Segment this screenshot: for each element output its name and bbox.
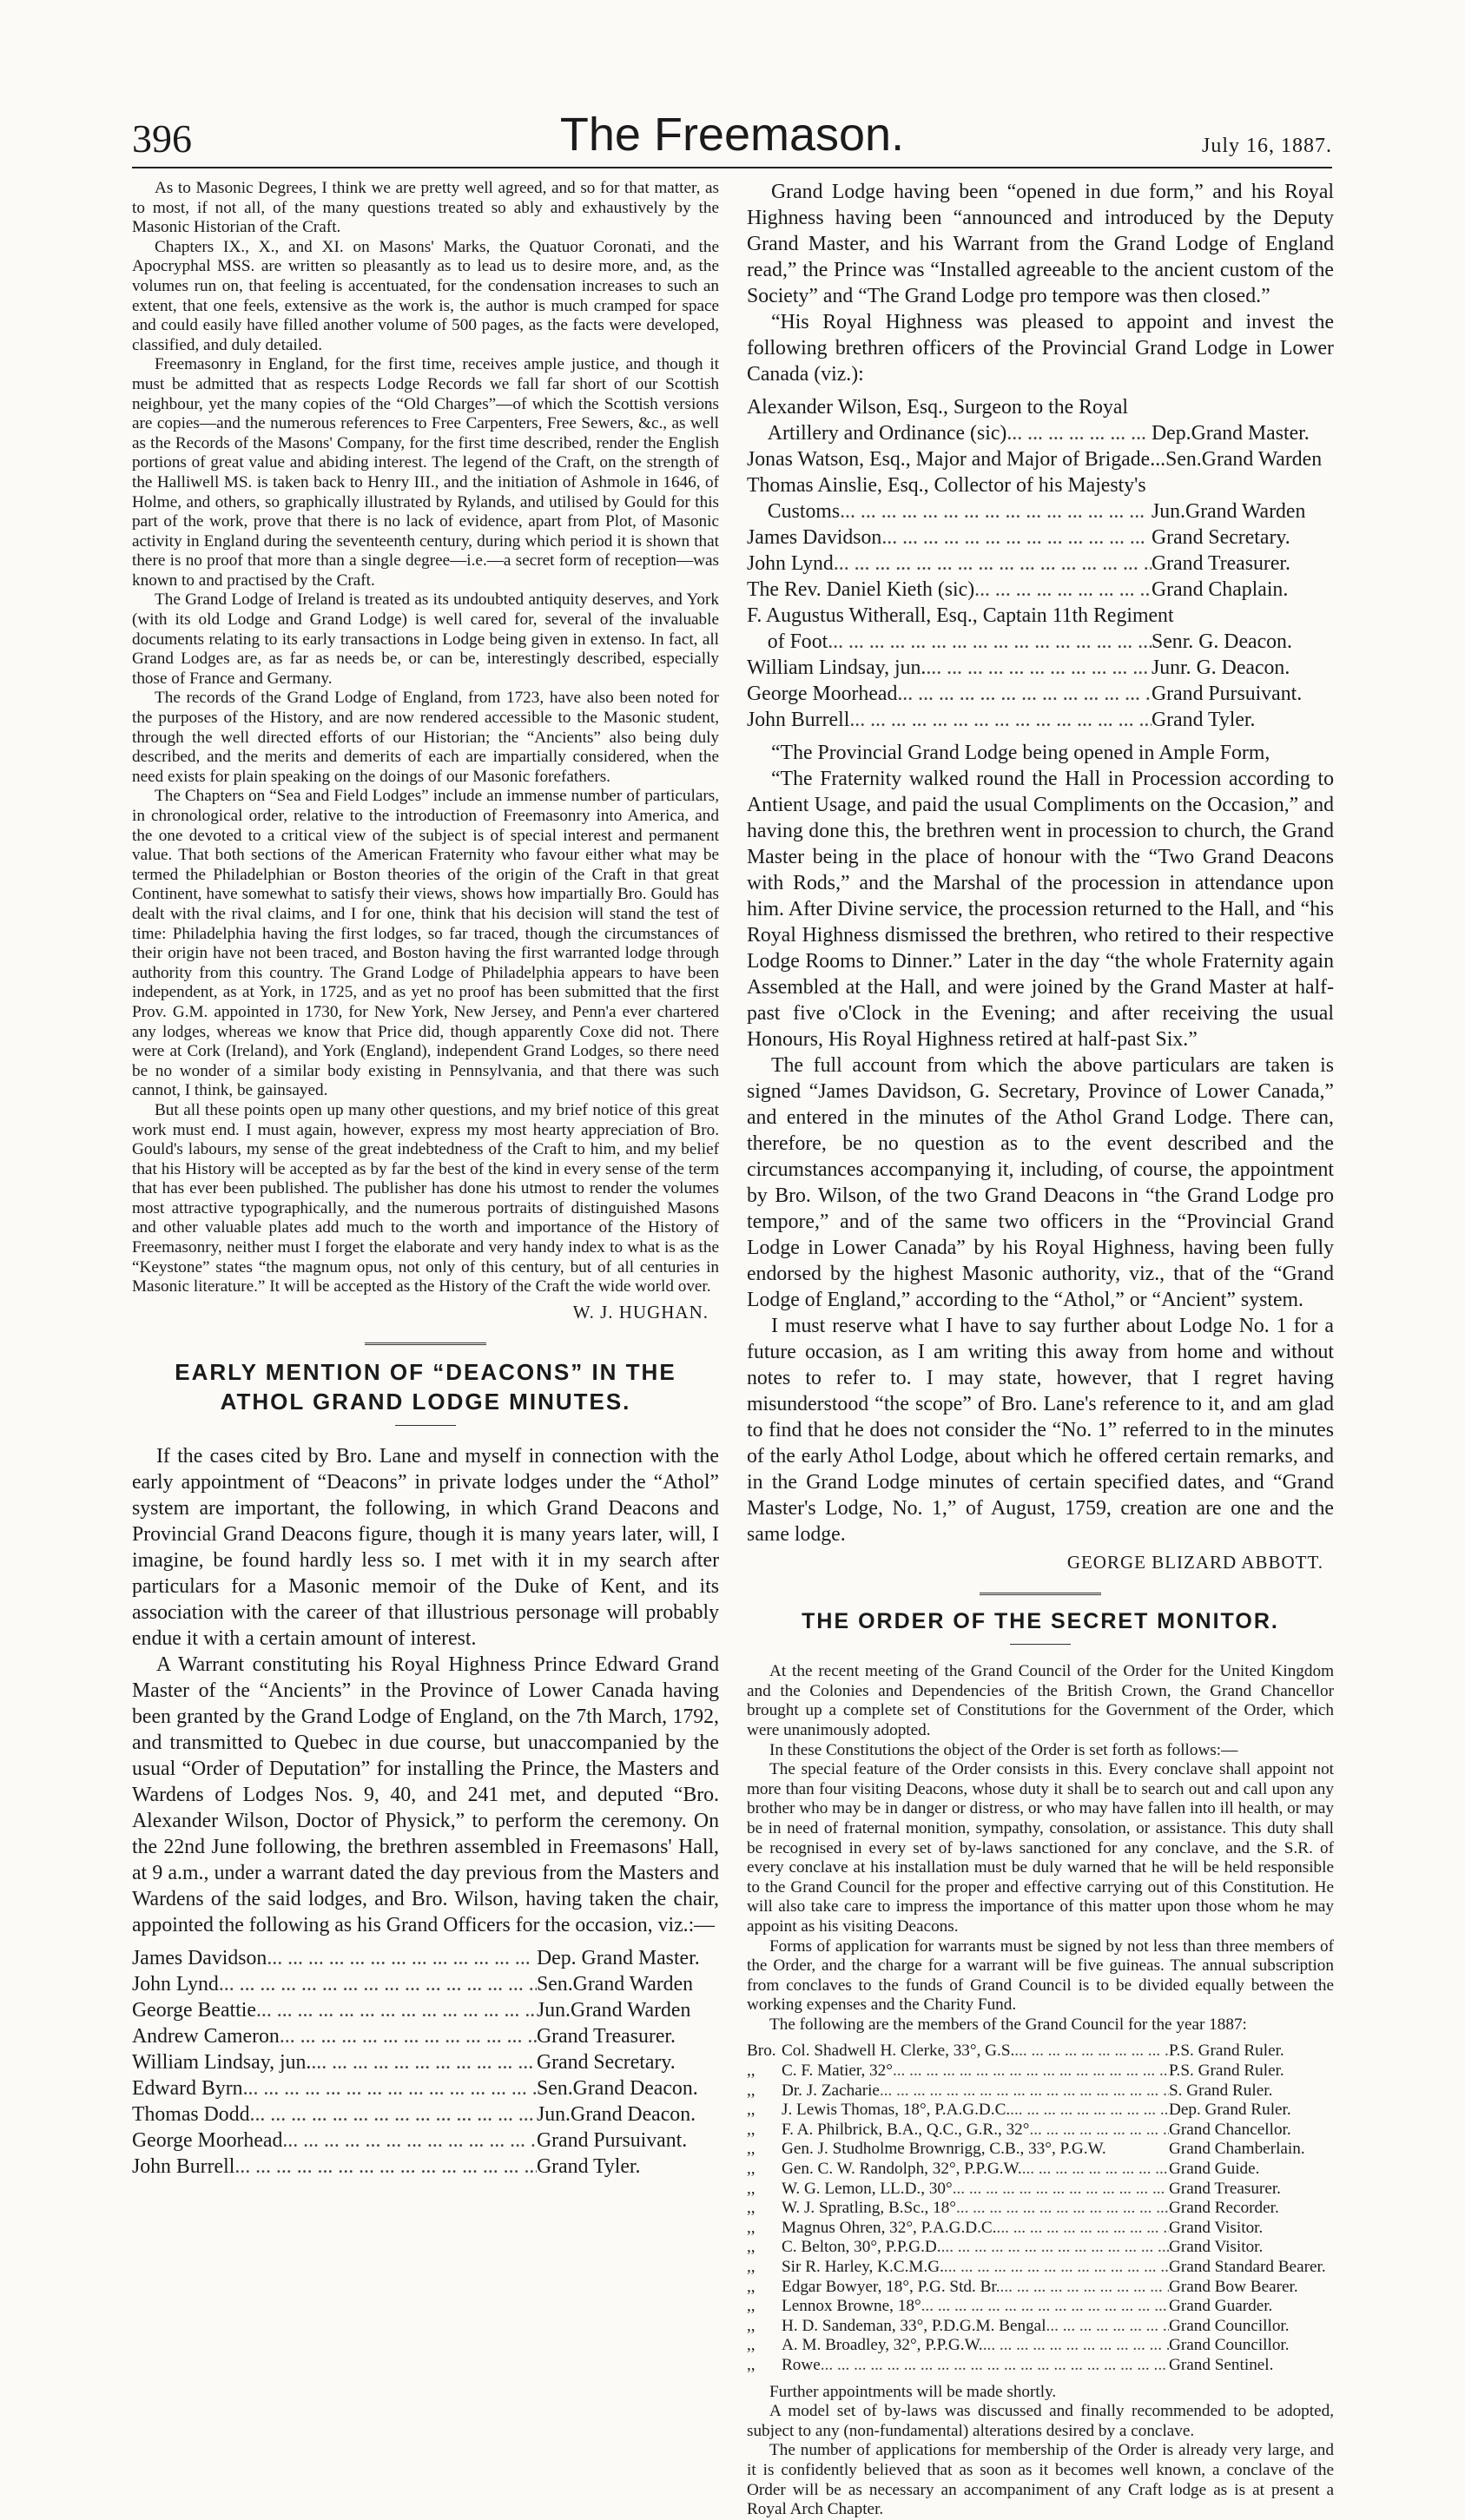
list-item: ,, Gen. J. Studholme Brownrigg, C.B., 33°, P.G.W. Grand Chamberlain. bbox=[747, 2140, 1305, 2159]
left-column bbox=[132, 179, 719, 2187]
list-item: Artillery and Ordinance (sic) ... . Dep.Grand Master. bbox=[747, 420, 1334, 446]
grand-officers-list bbox=[132, 1945, 719, 2180]
paragraph: The Grand Lodge of Ireland is treated as its undoubted antiquity deserves, and York (with its old Lodge and Grand Lodge) is well cared for, several of the invaluable documents relating to its early transactions in Lodge being given in extenso. In fact, all Grand Lodges are, as far as needs be, or can be, interestingly described, especially those of France and Germany. bbox=[132, 590, 719, 688]
list-item: ,, W. G. Lemon, LL.D., 30° ... . Grand Treasurer. bbox=[747, 2180, 1334, 2200]
paragraph: If the cases cited by Bro. Lane and myself in connection with the early appointment of “Deacons” in private lodges under the “Athol” system are important, the following, in which Grand Deacons and Provincial Grand Deacons figure, though it is many years later, will, I imagine, be found hardly less so. I met with it in my search after particulars for a Masonic memoir of the Duke of Kent, and its association with the career of that illustrious personage will probably endue it with a certain amount of interest. bbox=[132, 1445, 719, 1651]
signature: GEORGE BLIZARD ABBOTT. bbox=[1066, 1552, 1323, 1573]
list-item: James Davidson ... . Dep. Grand Master. bbox=[132, 1945, 719, 1971]
list-item: Jonas Watson, Esq., Major and Major of Brigade... Sen.Grand Warden bbox=[747, 448, 1323, 471]
list-item: of Foot ... . Senr. G. Deacon. bbox=[747, 629, 1334, 655]
review-continuation bbox=[132, 179, 719, 1297]
list-item: George Moorhead ... . Grand Pursuivant. bbox=[747, 681, 1334, 707]
paragraph: Freemasonry in England, for the first time, receives ample justice, and though it must be admitted that as respects Lodge Records we fall far short of our Scottish neighbour, yet the many copies of the “Old Charges”—of which the Scottish versions are copies—and the numerous references to Free Carpenters, Free Sewers, &c., as well as the Records of the Masons' Company, for the first time described, render the English portions of great value and abiding interest. The legend of the Craft, on the strength of the Halliwell MS. is taken back to Henry III., and the initiation of Ashmole in 1646, of Holme, and others, so graphically illustrated by Rylands, and utilised by Gould for this part of the work, prove that there is no lack of evidence, apart from Plot, of Masonic activity in England during the seventeenth century, during which period it is shown that there is no proof that more than a single degree—i.e.—a secret form of reception—was known to and practised by the Craft. bbox=[132, 355, 719, 590]
right-column bbox=[747, 179, 1334, 2519]
list-item: The Rev. Daniel Kieth (sic) ... . Grand Chaplain. bbox=[747, 577, 1334, 603]
paper-title: The Freemason. bbox=[559, 109, 905, 161]
list-item: Bro. Col. Shadwell H. Clerke, 33°, G.S. ... . P.S. Grand Ruler. bbox=[747, 2042, 1334, 2062]
paragraph: But all these points open up many other questions, and my brief notice of this great work must end. I must again, however, express my most hearty appreciation of Bro. Gould's labours, my sense of the great indebtedness of the Craft to him, and my belief that his History will be accepted as by far the best of the kind in every sense of the term that has ever been published. The publisher has done his utmost to render the volumes most attractive typographically, and the numerous portraits of distinguished Masons and other valuable plates add much to the worth and importance of the History of Freemasonry, neither must I forget the elaborate and very handy index to what is as the “Keystone” states “the magnum opus, not only of this century, but of all centuries in Masonic literature.” It will be accepted as the History of the Craft the wide world over. bbox=[132, 1100, 719, 1296]
list-item: ,, Lennox Browne, 18° ... . Grand Guarder. bbox=[747, 2297, 1334, 2317]
list-item: John Lynd ... . Grand Treasurer. bbox=[747, 551, 1334, 577]
list-item: Edward Byrn ... . Sen.Grand Deacon. bbox=[132, 2075, 719, 2101]
list-item: ,, Rowe ... . Grand Sentinel. bbox=[747, 2356, 1334, 2376]
paragraph: A Warrant constituting his Royal Highness Prince Edward Grand Master of the “Ancients” in the Province of Lower Canada having been granted by the Grand Lodge of England, on the 7th March, 1792, and transmitted to Quebec in due course, but unaccompanied by the usual “Order of Deputation” for installing the Prince, the Masters and Wardens of Lodges Nos. 9, 40, and 241 met, and deputed “Bro. Alexander Wilson, Doctor of Physick,” to perform the ceremony. On the 22nd June following, the brethren assembled in Freemasons' Hall, at 9 a.m., under a warrant dated the day previous from the Masters and Wardens of the said lodges, and Bro. Wilson, having taken the chair, appointed the following as his Grand Officers for the occasion, viz.:— bbox=[132, 1653, 719, 1937]
issue-date: July 16, 1887. bbox=[1201, 135, 1332, 157]
list-item: ,, C. F. Matier, 32° ... . P.S. Grand Ruler. bbox=[747, 2062, 1334, 2081]
paragraph: The Chapters on “Sea and Field Lodges” include an immense number of particulars, in chronological order, relative to the introduction of Freemasonry into America, and the one devoted to a critical view of the subject is of special interest and permanent value. That both sections of the American Fraternity who favour either what may be termed the Philadelphian or Boston theories of the origin of the Craft in that great Continent, have somewhat to satisfy their views, shows how impartially Bro. Gould has dealt with the rival claims, and I for one, think that his decision will stand the test of time: Philadelphia having the first lodges, so far traced, though the circumstances of their origin have not been traced, and Boston having the first warranted lodge through authority from this country. The Grand Lodge of Philadelphia appears to have been independent, as at York, in 1725, and as yet no proof has been submitted that the first Prov. G.M. appointed in 1730, for New York, New Jersey, and Penn'a ever chartered any lodges, whereas we know that Price did, though apparently Coxe did not. There were at Cork (Ireland), and York (England), independent Grand Lodges, so there need be no wonder of a similar body existing in Pennsylvania, and that there was such cannot, I think, be gainsayed. bbox=[132, 787, 719, 1100]
article-continuation bbox=[747, 179, 1334, 1547]
section-divider bbox=[980, 1593, 1101, 1595]
paragraph: I must reserve what I have to say further about Lodge No. 1 for a future occasion, as I am writing this away from home and without notes to refer to. I may state, however, that I regret having misunderstood “the scope” of Bro. Lane's reference to it, and am glad to find that he does not consider the “No. 1” referred to in the minutes of the early Athol Lodge, about which he offered certain remarks, and in the Grand Lodge minutes of certain specified dates, and “Grand Master's Lodge, No. 1,” of August, 1759, creation are one and the same lodge. bbox=[747, 1315, 1334, 1546]
list-item: James Davidson ... . Grand Secretary. bbox=[747, 524, 1334, 551]
list-item: F. Augustus Witherall, Esq., Captain 11th Regiment bbox=[747, 604, 1174, 627]
article-heading: EARLY MENTION OF “DEACONS” IN THE ATHOL GRAND LODGE MINUTES. bbox=[175, 1359, 676, 1415]
list-item: ,, W. J. Spratling, B.Sc., 18° ... . Grand Recorder. bbox=[747, 2199, 1334, 2219]
paragraph: At the recent meeting of the Grand Council of the Order for the United Kingdom and the Colonies and Dependencies of the British Crown, the Grand Chancellor brought up a complete set of Constitutions for the Government of the Order, which were unanimously adopted. bbox=[747, 1662, 1334, 1739]
paragraph: “The Fraternity walked round the Hall in Procession according to Antient Usage, and paid the usual Compliments on the Occasion,” and having done this, the brethren went in procession to church, the Grand Master being in the place of honour with the “Two Grand Deacons with Rods,” and the Marshal of the procession in attendance upon him. After Divine service, the procession returned to the Hall, and “his Royal Highness dismissed the brethren, who retired to their respective Lodge Rooms to Dinner.” Later in the day “the whole Fraternity again Assembled at the Hall, and were joined by the Grand Master at half-past five o'Clock in the Evening; and after receiving the usual Honours, His Royal Highness retired at half-past Six.” bbox=[747, 768, 1334, 1051]
provincial-officers-list bbox=[747, 394, 1334, 733]
list-item: William Lindsay, jun. ... . Junr. G. Deacon. bbox=[747, 655, 1334, 681]
section-divider bbox=[365, 1342, 486, 1345]
header-rule bbox=[132, 167, 1332, 168]
masthead bbox=[132, 102, 1332, 163]
list-item: Customs ... . Jun.Grand Warden bbox=[747, 498, 1334, 524]
paragraph: Forms of application for warrants must be signed by not less than three members of the Order, and the charge for a warrant will be five guineas. The annual subscription from conclaves to the funds of Grand Council is to be divided equally between the working expenses and the Charity Fund. bbox=[747, 1936, 1334, 2015]
article-body bbox=[132, 1443, 719, 2180]
article-heading: THE ORDER OF THE SECRET MONITOR. bbox=[802, 1609, 1279, 1634]
list-item: ,, C. Belton, 30°, P.P.G.D. ... . Grand Visitor. bbox=[747, 2238, 1334, 2258]
paragraph: The following are the members of the Grand Council for the year 1887: bbox=[769, 2015, 1247, 2034]
paragraph: “His Royal Highness was pleased to appoint and invest the following brethren officers of the Provincial Grand Lodge in Lower Canada (viz.): bbox=[747, 311, 1334, 386]
heading-rule bbox=[395, 1425, 456, 1426]
list-item: John Burrell ... . Grand Tyler. bbox=[747, 707, 1334, 733]
paragraph: The special feature of the Order consists in this. Every conclave shall appoint not more than four visiting Deacons, whose duty it shall be to search out and call upon any brother who may be in danger or distress, or who may have fallen into ill health, or may be in need of fraternal monition, sympathy, consolation, or assistance. This duty shall be recognised in every set of by-laws sanctioned for any conclave, and the S.R. of every conclave at his installation must be duly warned that he will be held responsible to the Grand Council for the proper and effective carrying out of this Constitution. He will also take care to impress the importance of this matter upon those whom he may appoint as his visiting Deacons. bbox=[747, 1760, 1334, 1936]
list-item: George Moorhead ... . Grand Pursuivant. bbox=[132, 2127, 719, 2154]
grand-council-list bbox=[747, 2042, 1334, 2375]
list-item: John Lynd ... . Sen.Grand Warden bbox=[132, 1971, 719, 1997]
list-item: ,, F. A. Philbrick, B.A., Q.C., G.R., 32° ... . Grand Chancellor. bbox=[747, 2121, 1334, 2141]
list-item: ,, Gen. C. W. Randolph, 32°, P.P.G.W. ... . Grand Guide. bbox=[747, 2160, 1334, 2180]
paragraph: As to Masonic Degrees, I think we are pretty well agreed, and so for that matter, as to most, if not all, of the many questions treated so ably and exhaustively by the Masonic Historian of the Craft. bbox=[132, 179, 719, 237]
paragraph: A model set of by-laws was discussed and finally recommended to be adopted, subject to any (non-fundamental) alterations desired by a conclave. bbox=[747, 2402, 1334, 2440]
paragraph: The full account from which the above particulars are taken is signed “James Davidson, G. Secretary, Province of Lower Canada,” and entered in the minutes of the Athol Grand Lodge. There can, therefore, be no question as to the event described and the circumstances accompanying it, including, of course, the appointment by Bro. Wilson, of the two Grand Deacons in “the Grand Lodge pro tempore,” and of the same two officers in the “Provincial Grand Lodge in Lower Canada” by his Royal Highness, having been fully endorsed by the highest Masonic authority, viz., that of the “Grand Lodge of England,” according to the “Athol,” or “Ancient” system. bbox=[747, 1054, 1334, 1311]
paragraph: Chapters IX., X., and XI. on Masons' Marks, the Quatuor Coronati, and the Apocryphal MSS. are written so pleasantly as to lead us to desire more, and, as the volumes run on, that feeling is accentuated, for the condensation increases to such an extent, that one feels, extensive as the work is, the author is much cramped for space and could easily have filled another volume of 500 pages, as the facts were developed, classified, and duly detailed. bbox=[132, 237, 719, 354]
paragraph: “The Provincial Grand Lodge being opened in Ample Form, bbox=[771, 742, 1270, 764]
paragraph: The records of the Grand Lodge of England, from 1723, have also been noted for the purposes of the History, and are now rendered accessible to the Masonic student, through the well directed efforts of our Historian; the “Ancients” also being duly described, and the merits and demerits of each are impartially considered, when the need exists for plain speaking on the doings of our Masonic forefathers. bbox=[132, 689, 719, 786]
list-item: Thomas Ainslie, Esq., Collector of his Majesty's bbox=[747, 474, 1146, 497]
list-item: ,, Sir R. Harley, K.C.M.G. ... . Grand Standard Bearer. bbox=[747, 2258, 1334, 2278]
list-item: ,, Dr. J. Zacharie ... . S. Grand Ruler. bbox=[747, 2081, 1334, 2101]
paragraph: The number of applications for membership of the Order is already very large, and it is confidently believed that as soon as it becomes well known, a conclave of the Order will be as necessary an accompaniment of any Craft lodge as is at present a Royal Arch Chapter. bbox=[747, 2441, 1334, 2519]
signature: W. J. HUGHAN. bbox=[572, 1301, 709, 1323]
list-item: Alexander Wilson, Esq., Surgeon to the Royal bbox=[747, 396, 1129, 419]
paragraph: In these Constitutions the object of the Order is set forth as follows:— bbox=[769, 1740, 1238, 1759]
list-item: George Beattie ... . Jun.Grand Warden bbox=[132, 1997, 719, 2023]
list-item: ,, J. Lewis Thomas, 18°, P.A.G.D.C. ... . Dep. Grand Ruler. bbox=[747, 2101, 1334, 2121]
list-item: ,, A. M. Broadley, 32°, P.P.G.W. ... . Grand Councillor. bbox=[747, 2336, 1334, 2356]
list-item: ,, Edgar Bowyer, 18°, P.G. Std. Br. ... . Grand Bow Bearer. bbox=[747, 2278, 1334, 2298]
page-number: 396 bbox=[132, 116, 192, 161]
heading-rule bbox=[1010, 1644, 1071, 1645]
paragraph: Grand Lodge having been “opened in due form,” and his Royal Highness having been “announced and introduced by the Deputy Grand Master, and his Warrant from the Grand Lodge of England read,” the Prince was “Installed agreeable to the ancient custom of the Society” and “The Grand Lodge pro tempore was then closed.” bbox=[747, 181, 1334, 307]
list-item: William Lindsay, jun. ... . Grand Secretary. bbox=[132, 2049, 719, 2075]
monitor-article-body bbox=[747, 1662, 1334, 2520]
list-item: ,, Magnus Ohren, 32°, P.A.G.D.C. ... . Grand Visitor. bbox=[747, 2219, 1334, 2239]
list-item: Andrew Cameron ... . Grand Treasurer. bbox=[132, 2023, 719, 2049]
list-item: Thomas Dodd ... . Jun.Grand Deacon. bbox=[132, 2101, 719, 2127]
paragraph: Further appointments will be made shortly. bbox=[769, 2382, 1057, 2401]
list-item: John Burrell ... . Grand Tyler. bbox=[132, 2154, 719, 2180]
list-item: ,, H. D. Sandeman, 33°, P.D.G.M. Bengal ... . Grand Councillor. bbox=[747, 2317, 1334, 2337]
